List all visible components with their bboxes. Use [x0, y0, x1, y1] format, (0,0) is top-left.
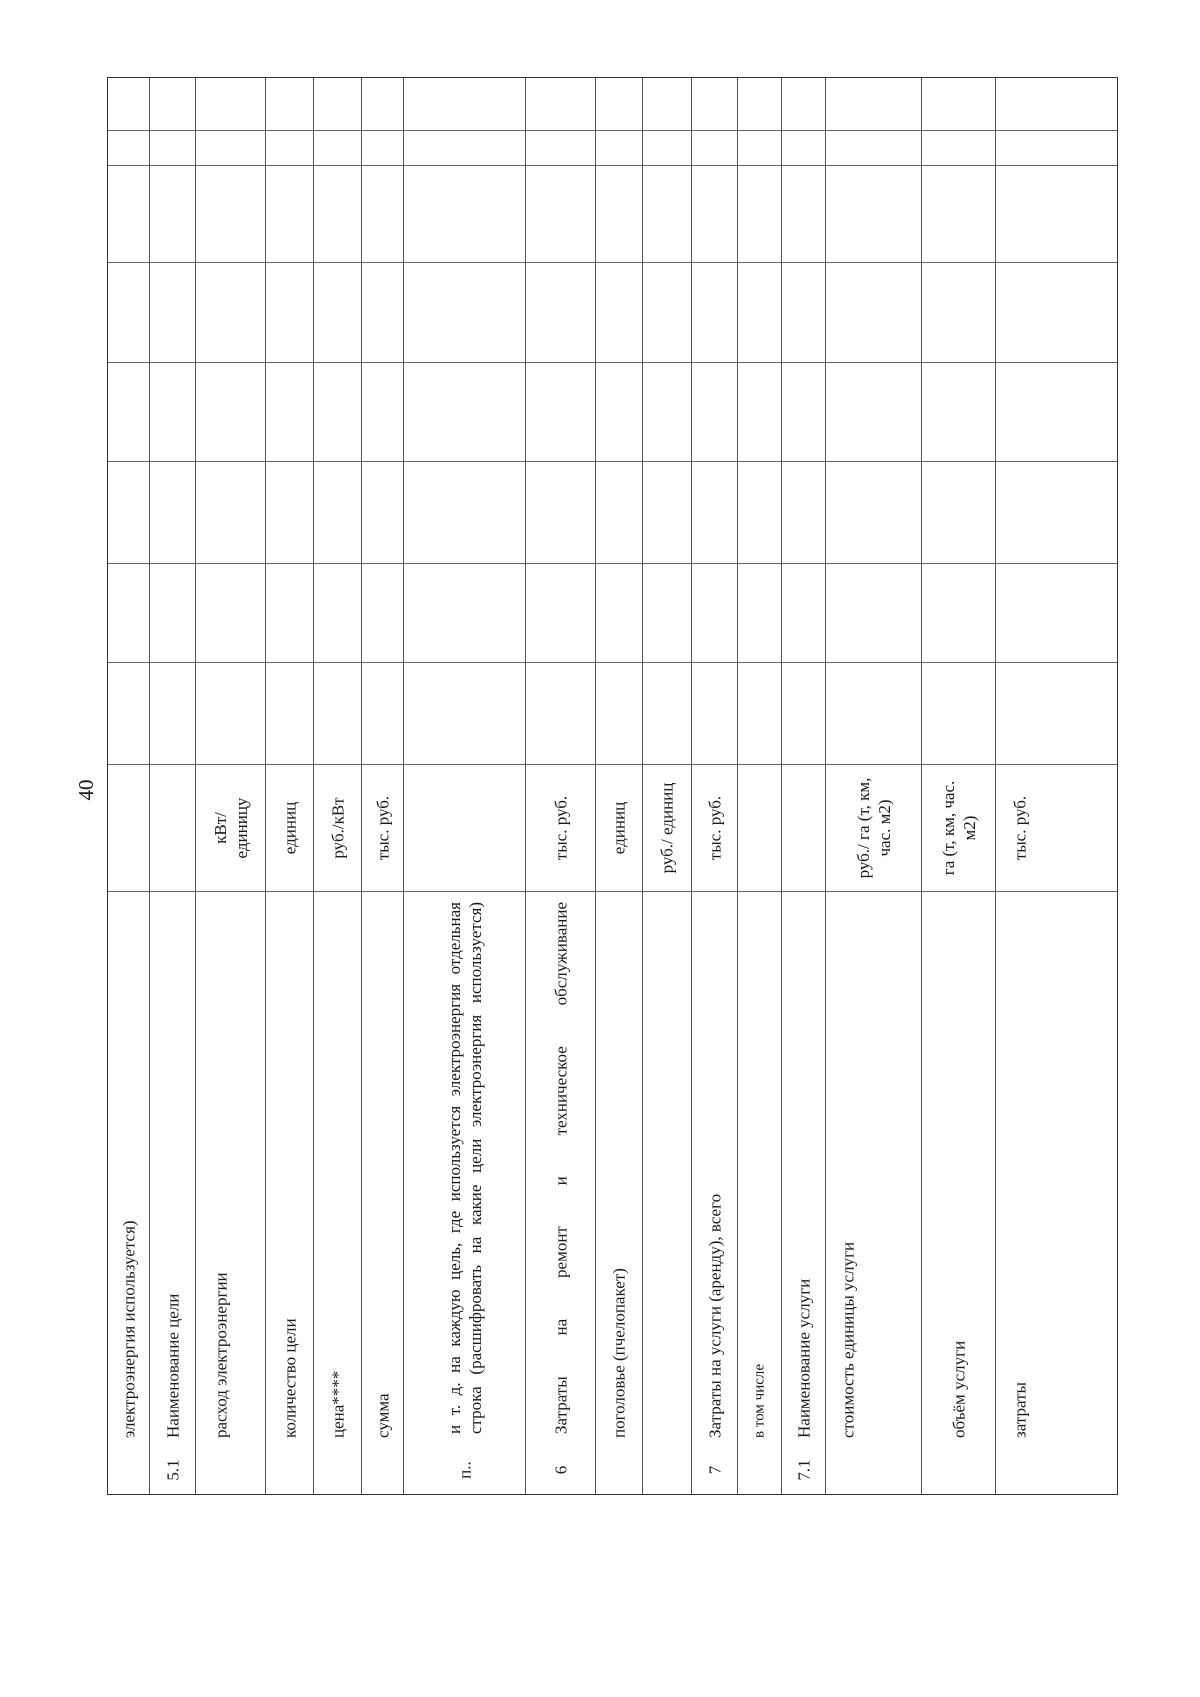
- table-row: [596, 78, 643, 1494]
- row-unit: га (т, км, час. м2): [938, 780, 979, 875]
- unit-cell: [196, 764, 265, 891]
- row-name: Наименование цели: [163, 1293, 182, 1438]
- table-row: [108, 78, 150, 1494]
- name-cell: [362, 891, 403, 1444]
- row-name: сумма: [373, 1392, 392, 1438]
- name-cell: [404, 891, 525, 1444]
- row-name: стоимость единицы услуги: [838, 1241, 857, 1438]
- name-cell: [108, 891, 149, 1444]
- unit-cell: [826, 764, 921, 891]
- table-row: [362, 78, 404, 1494]
- name-cell: [196, 891, 265, 1444]
- row-name: Затраты на ремонт и техническое обслуживание: [551, 901, 570, 1434]
- name-cell: [922, 891, 995, 1444]
- row-name: расход электроэнергии: [211, 1271, 230, 1438]
- row-name: поголовье (пчелопакет): [609, 1267, 629, 1438]
- row-name: цена****: [328, 1370, 347, 1438]
- unit-cell: [266, 764, 313, 891]
- num-cell: [404, 1444, 525, 1496]
- row-unit: руб./кВт: [328, 796, 347, 859]
- row-name: Затраты на услуги (аренду), всего: [705, 1193, 724, 1438]
- row-unit: тыс. руб.: [1010, 795, 1030, 860]
- row-number: 7.1: [794, 1459, 813, 1481]
- page-number: 40: [74, 779, 98, 801]
- name-cell: [596, 891, 642, 1444]
- row-number: 6: [551, 1465, 570, 1475]
- unit-cell: [922, 764, 995, 891]
- table-row: [314, 78, 362, 1494]
- row-unit: кВт/ единицу: [210, 797, 251, 858]
- row-name: затраты: [1010, 1381, 1030, 1438]
- table-row: [692, 78, 738, 1494]
- unit-cell: [692, 764, 737, 891]
- row-name: Наименование услуги: [794, 1278, 813, 1438]
- num-cell: [150, 1444, 195, 1496]
- name-cell: [266, 891, 313, 1444]
- table-row: [150, 78, 196, 1494]
- table-row: [922, 78, 996, 1494]
- num-cell: [692, 1444, 737, 1496]
- row-unit: руб./ га (т, км, час. м2): [853, 777, 894, 878]
- num-cell: [782, 1444, 825, 1496]
- unit-cell: [526, 764, 595, 891]
- name-cell: [314, 891, 361, 1444]
- row-unit: тыс. руб.: [373, 795, 392, 860]
- table-row: [996, 78, 1117, 1494]
- name-cell: [996, 891, 1044, 1444]
- row-unit: единиц: [280, 801, 299, 854]
- unit-cell: [996, 764, 1044, 891]
- unit-cell: [362, 764, 403, 891]
- row-unit: тыс. руб.: [705, 795, 724, 860]
- row-unit: руб./ единиц: [657, 782, 677, 873]
- name-cell: [782, 891, 825, 1444]
- table-row: [404, 78, 526, 1494]
- table-row: [782, 78, 826, 1494]
- name-cell: [526, 891, 595, 1444]
- name-cell: [826, 891, 921, 1444]
- unit-cell: [596, 764, 642, 891]
- name-cell: [150, 891, 195, 1444]
- name-cell: [738, 891, 781, 1444]
- row-number: 7: [705, 1465, 724, 1475]
- table-row: [196, 78, 266, 1494]
- row-unit: единиц: [609, 801, 629, 854]
- row-name: и т. д. на каждую цель, где используется электроэнергия отдельная строка (расшифровать на какие цели электроэнергия используется): [444, 901, 485, 1434]
- table-row: [643, 78, 692, 1494]
- table-row: [826, 78, 922, 1494]
- name-cell: [643, 891, 691, 1444]
- row-name: в том числе: [751, 1363, 767, 1438]
- table-row: [266, 78, 314, 1494]
- row-name: количество цели: [280, 1317, 299, 1438]
- row-number: п..: [455, 1461, 474, 1479]
- table-row: [738, 78, 782, 1494]
- unit-cell: [643, 764, 691, 891]
- unit-cell: [314, 764, 361, 891]
- name-cell: [692, 891, 737, 1444]
- rotated-budget-table: [107, 77, 1118, 1495]
- row-unit: тыс. руб.: [551, 795, 570, 860]
- table-row: [526, 78, 596, 1494]
- row-number: 5.1: [163, 1459, 182, 1481]
- num-cell: [526, 1444, 595, 1496]
- row-name: объём услуги: [949, 1340, 968, 1438]
- row-name: электроэнергия используется): [119, 1219, 138, 1438]
